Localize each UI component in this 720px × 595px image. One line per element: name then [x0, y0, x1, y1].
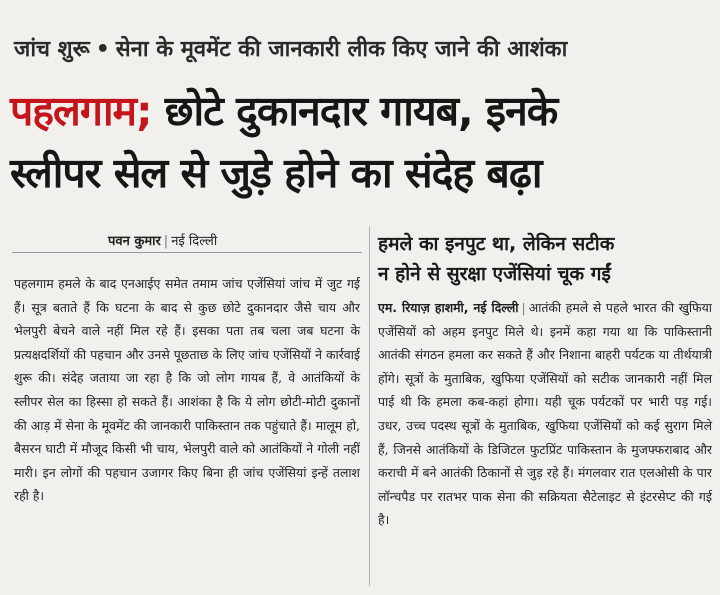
right-subhead-line-2: न होने से सुरक्षा एजेंसियां चूक गईं [378, 263, 611, 285]
headline [10, 80, 715, 204]
left-story-body: पहलगाम हमले के बाद एनआईए समेत तमाम जांच एजेंसियां जांच में जुट गई हैं। सूत्र बताते हैं कि घटना के बाद से कुछ छोटे दुकानदार जैसे चाय और भेलपुरी बेचने वाले नहीं मिल रहे हैं। इसका पता तब चला जब घटना के प्रत्यक्षदर्शियों की पहचान और उनसे पूछताछ के लिए जांच एजेंसियों ने कार्रवाई शुरू की। संदेह जताया जा रहा है कि जो लोग गायब हैं, वे आतंकियों के स्लीपर सेल का हिस्सा हो सकते हैं। आशंका है कि ये लोग छोटी-मोटी दुकानों की आड़ में सेना के मूवमेंट की जानकारी पाकिस्तान तक पहुंचाते हैं। मालूम हो, बैसरन घाटी में मौजूद किसी भी चाय, भेलपुरी वाले को आतंकियों ने गोली नहीं मारी। इन लोगों की पहचान उजागर किए बिना ही जांच एजेंसियां इन्हें तलाश रही है। [14, 276, 360, 504]
left-byline-city: नई दिल्ली [171, 234, 218, 249]
right-story [378, 296, 712, 532]
kicker-text: सेना के मूवमेंट की जानकारी लीक किए जाने की आशंका [115, 37, 568, 62]
kicker-bullet: • [95, 37, 110, 62]
right-subhead [378, 229, 713, 289]
headline-line-1 [10, 80, 715, 142]
headline-line-2: स्लीपर सेल से जुड़े होने का संदेह बढ़ा [10, 149, 542, 197]
right-byline: एम. रियाज़ हाशमी, नई दिल्ली [378, 300, 519, 315]
kicker-label: जांच शुरू [14, 37, 90, 62]
column-divider [369, 226, 370, 586]
left-byline [108, 231, 217, 249]
headline-line-1-rest: छोटे दुकानदार गायब, इनके [164, 87, 558, 135]
headline-place: पहलगाम; [10, 87, 152, 135]
kicker [14, 30, 710, 70]
left-byline-rule [12, 252, 362, 253]
left-byline-name: पवन कुमार [108, 234, 161, 249]
left-byline-separator: | [163, 234, 169, 249]
right-subhead-line-1: हमले का इनपुट था, लेकिन सटीक [378, 233, 615, 255]
right-story-body: आतंकी हमले से पहले भारत की खुफिया एजेंसियों को अहम इनपुट मिले थे। इनमें कहा गया था कि पाकिस्तानी आतंकी संगठन हमला कर सकते हैं और निशाना बाहरी पर्यटक या तीर्थयात्री होंगे। सूत्रों के मुताबिक, खुफिया एजेंसियों को सटीक जानकारी नहीं मिल पाई थी कि हमला कब-कहां होगा। यही चूक पर्यटकों पर भारी पड़ गई। उधर, उच्च पदस्थ सूत्रों के मुताबिक, खुफिया एजेंसियों को कई सुराग मिले हैं, जिनसे आतंकियों के डिजिटल फुटप्रिंट पाकिस्तान के मुजफ्फराबाद और कराची में बने आतंकी ठिकानों से जुड़ रहे हैं। मंगलवार रात एलओसी के पार लॉन्चपैड पर रातभर पाक सेना की सक्रियता सैटेलाइट से इंटरसेप्ट की गई है। [378, 300, 713, 528]
right-byline-separator: | [521, 300, 526, 315]
